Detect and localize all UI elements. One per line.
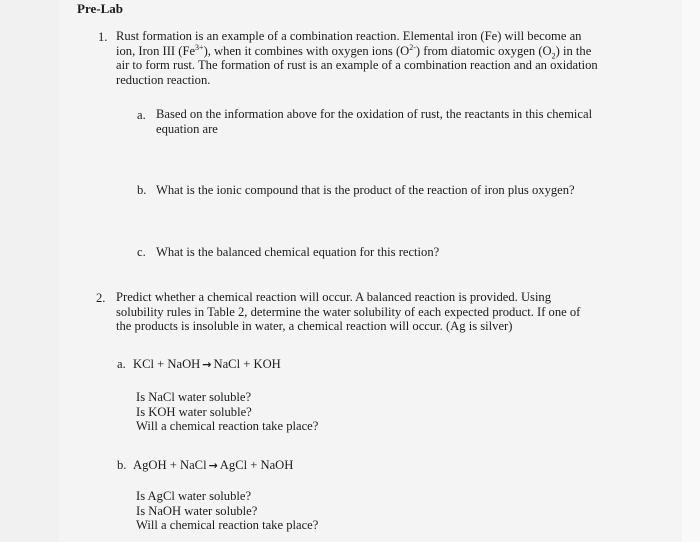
page-right-margin bbox=[682, 0, 700, 542]
subquestion: Is AgCl water soluble? bbox=[136, 489, 252, 503]
question-2-text: Predict whether a chemical reaction will occur. A balanced reaction is provided. Using solubility rules in Table 2, determine the water solubility of each expected product. If one of the products is insoluble in water, a chemical reaction will occur. (Ag is silver) bbox=[116, 290, 581, 334]
question-2a-label: a. bbox=[117, 357, 126, 371]
page-title: Pre-Lab bbox=[77, 1, 123, 16]
question-1c-text: What is the balanced chemical equation for this rection? bbox=[156, 245, 440, 259]
q1-line-4: reduction reaction. bbox=[116, 72, 211, 87]
q1-line-2: ion, Iron III $(Fe^{3+})$, when it combines with oxygen ions $(O^{2-})$ from diatomic oxygen $(O_2)$ in the bbox=[116, 42, 592, 61]
question-1b-text: What is the ionic compound that is the product of the reaction of iron plus oxygen? bbox=[156, 183, 575, 197]
q1-line-1: Rust formation is an example of a combination reaction. Elemental iron (Fe) will become an bbox=[116, 29, 582, 43]
question-2b-subquestions bbox=[136, 489, 318, 533]
equation-2b: AgOH + NaCl → AgCl + NaOH bbox=[133, 458, 294, 472]
q1-line-3: air to form rust. The formation of rust is an example of a combination reaction and an oxidation bbox=[116, 58, 598, 73]
page-left-margin bbox=[0, 0, 58, 542]
question-2-number: 2. bbox=[96, 291, 106, 305]
question-1a-text: Based on the information above for the oxidation of rust, the reactants in this chemical equation are bbox=[156, 107, 593, 136]
question-1-number: 1. bbox=[98, 30, 108, 44]
subquestion: Is NaCl water soluble? bbox=[136, 390, 252, 404]
reaction-arrow-icon: → bbox=[208, 459, 218, 472]
subquestion: Will a chemical reaction take place? bbox=[136, 419, 319, 434]
question-1b-label: b. bbox=[137, 183, 147, 197]
question-2a-subquestions bbox=[136, 390, 318, 434]
question-1c-label: c. bbox=[137, 245, 146, 259]
subquestion: Is KOH water soluble? bbox=[136, 404, 252, 419]
reaction-arrow-icon: → bbox=[202, 358, 212, 371]
question-2b-label: b. bbox=[117, 458, 127, 472]
subquestion: Will a chemical reaction take place? bbox=[136, 518, 319, 533]
subquestion: Is NaOH water soluble? bbox=[136, 503, 258, 518]
question-1a-label: a. bbox=[137, 108, 146, 122]
question-1-text bbox=[116, 29, 598, 87]
equation-2a: KCl + NaOH → NaCl + KOH bbox=[133, 357, 281, 371]
